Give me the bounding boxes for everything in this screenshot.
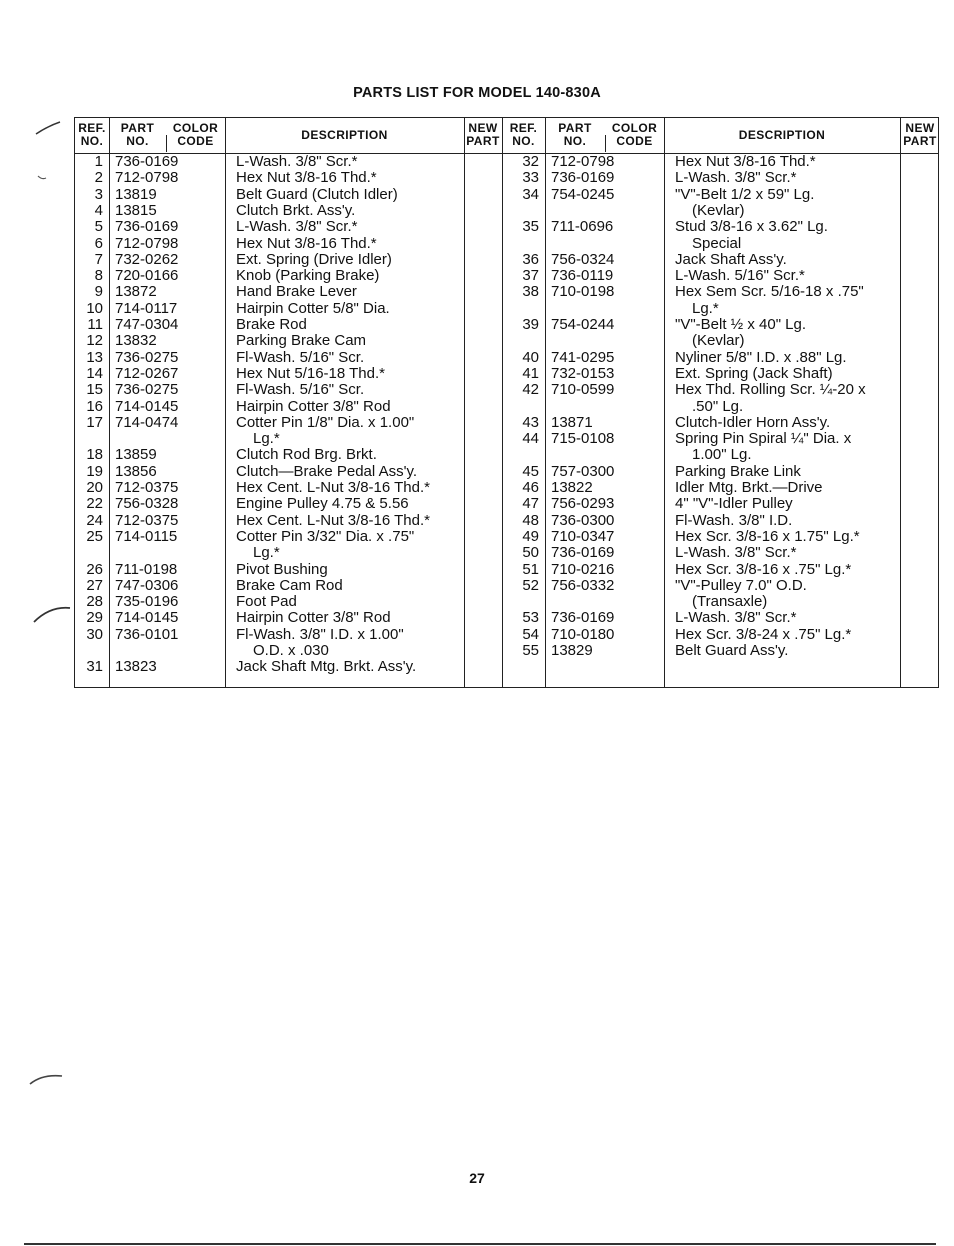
ref-number: 38 — [522, 283, 539, 301]
part-description: Hairpin Cotter 3/8" Rod — [236, 397, 391, 415]
ref-number: 9 — [94, 283, 103, 301]
ref-number: 2 — [94, 169, 103, 187]
header-label: COLOR — [611, 121, 658, 135]
ref-number: 43 — [522, 413, 539, 431]
part-number: 756-0324 — [551, 250, 615, 268]
ref-number: 17 — [86, 413, 103, 431]
ref-number: 12 — [86, 332, 103, 350]
part-description: Brake Rod — [236, 316, 307, 333]
ref-number: 30 — [86, 625, 103, 643]
header-label: NEW — [468, 121, 498, 135]
part-description: Cotter Pin 1/8" Dia. x 1.00" — [236, 413, 415, 431]
part-description: Hex Scr. 3/8-24 x .75" Lg.* — [675, 625, 852, 643]
part-number: 736-0275 — [115, 348, 179, 366]
ref-number: 15 — [86, 381, 103, 399]
ref-number: 8 — [94, 267, 103, 285]
header-label: CODE — [616, 134, 653, 148]
header-label: NO. — [80, 134, 104, 148]
ref-number: 25 — [86, 527, 103, 545]
header-label: PART — [120, 121, 155, 135]
header-label: NO. — [126, 134, 149, 148]
ref-number: 4 — [94, 201, 103, 219]
scan-mark-middle — [30, 600, 74, 630]
part-number: 741-0295 — [551, 348, 615, 366]
part-number: 756-0293 — [551, 495, 615, 513]
part-description: "V"-Belt 1/2 x 59" Lg. — [675, 185, 815, 203]
part-number: 13872 — [115, 283, 157, 301]
part-description: Hex Thd. Rolling Scr. ¼-20 x — [675, 381, 866, 399]
part-description: Clutch Brkt. Ass'y. — [236, 201, 356, 219]
ref-number: 14 — [86, 364, 103, 382]
part-description: Ext. Spring (Jack Shaft) — [675, 364, 833, 382]
header-label: REF. — [509, 121, 538, 135]
header-label: CODE — [177, 134, 214, 148]
ref-number: 41 — [522, 364, 539, 382]
page-title: PARTS LIST FOR MODEL 140-830A — [353, 85, 601, 101]
ref-number: 44 — [522, 430, 539, 448]
part-description-continued: (Kevlar) — [692, 201, 745, 219]
part-number: 735-0196 — [115, 593, 179, 611]
part-description: Nyliner 5/8" I.D. x .88" Lg. — [675, 348, 847, 366]
part-number: 710-0347 — [551, 527, 615, 545]
part-number: 710-0216 — [551, 560, 615, 578]
header-label: NO. — [512, 134, 535, 148]
part-number: 747-0304 — [115, 316, 179, 333]
ref-number: 35 — [522, 218, 539, 236]
ref-number: 18 — [86, 446, 103, 464]
part-number: 736-0169 — [551, 169, 615, 187]
part-number: 754-0245 — [551, 185, 615, 203]
part-number: 712-0798 — [115, 234, 179, 252]
part-number: 712-0375 — [115, 511, 179, 529]
header-description-left — [225, 118, 464, 152]
ref-number: 47 — [522, 495, 539, 513]
part-description: L-Wash. 3/8" Scr.* — [675, 544, 797, 562]
header-ref-no-left — [75, 118, 109, 152]
part-description: Pivot Bushing — [236, 560, 328, 578]
header-label: COLOR — [172, 121, 219, 135]
part-description: Engine Pulley 4.75 & 5.56 — [236, 495, 409, 513]
ref-number: 45 — [522, 462, 539, 480]
ref-number: 3 — [94, 185, 103, 203]
part-description: Brake Cam Rod — [236, 576, 343, 594]
part-description: Stud 3/8-16 x 3.62" Lg. — [675, 218, 828, 236]
part-description: Idler Mtg. Brkt.—Drive — [675, 479, 823, 496]
part-description: L-Wash. 3/8" Scr.* — [675, 169, 797, 187]
ref-number: 50 — [522, 544, 539, 562]
part-description: Clutch Rod Brg. Brkt. — [236, 446, 377, 464]
part-number: 756-0332 — [551, 576, 615, 594]
part-number: 754-0244 — [551, 316, 615, 333]
part-number: 13859 — [115, 446, 157, 464]
part-number: 712-0798 — [115, 169, 179, 187]
part-number: 714-0145 — [115, 609, 179, 627]
part-description: 4" "V"-Idler Pulley — [675, 495, 793, 513]
ref-number: 7 — [94, 250, 103, 268]
header-label: REF. — [78, 121, 106, 135]
header-label: DESCRIPTION — [738, 127, 826, 142]
part-description: Hex Nut 3/8-16 Thd.* — [236, 234, 377, 252]
part-description-continued: O.D. x .030 — [253, 642, 329, 659]
part-description-continued: .50" Lg. — [692, 397, 744, 415]
header-description-right — [664, 118, 900, 152]
header-label: PART — [466, 134, 500, 148]
part-number: 714-0474 — [115, 413, 179, 431]
part-number: 710-0198 — [551, 283, 615, 301]
part-number: 732-0262 — [115, 250, 179, 268]
header-part-no-left — [109, 118, 166, 152]
ref-number: 52 — [522, 576, 539, 594]
part-number: 13819 — [115, 185, 157, 203]
ref-number: 10 — [86, 299, 103, 317]
part-description: Parking Brake Link — [675, 462, 801, 480]
part-number: 720-0166 — [115, 267, 179, 285]
part-description: L-Wash. 5/16" Scr.* — [675, 267, 805, 285]
part-number: 13823 — [115, 658, 157, 676]
part-number: 13815 — [115, 201, 157, 219]
ref-number: 34 — [522, 185, 539, 203]
part-description: Hex Nut 5/16-18 Thd.* — [236, 364, 385, 382]
ref-number: 48 — [522, 511, 539, 529]
part-description: Jack Shaft Mtg. Brkt. Ass'y. — [236, 658, 417, 676]
part-number: 736-0275 — [115, 381, 179, 399]
header-new-part-right — [900, 118, 940, 152]
part-description-continued: Special — [692, 234, 742, 252]
part-number: 732-0153 — [551, 364, 615, 382]
part-number: 712-0375 — [115, 479, 179, 496]
ref-number: 11 — [87, 316, 103, 333]
scan-mark-top — [34, 118, 74, 188]
part-description: Jack Shaft Ass'y. — [675, 250, 787, 268]
part-number: 756-0328 — [115, 495, 179, 513]
part-number: 714-0117 — [115, 299, 178, 317]
part-description: L-Wash. 3/8" Scr.* — [675, 609, 797, 627]
part-description: Fl-Wash. 3/8" I.D. — [675, 511, 793, 529]
ref-number: 5 — [94, 218, 103, 236]
part-description: Ext. Spring (Drive Idler) — [236, 250, 392, 268]
ref-number: 33 — [522, 169, 539, 187]
column-rule — [109, 118, 110, 687]
ref-number: 53 — [522, 609, 539, 627]
header-label: DESCRIPTION — [301, 127, 388, 142]
part-description: Foot Pad — [236, 593, 297, 611]
ref-number: 39 — [522, 316, 539, 333]
part-number: 736-0300 — [551, 511, 615, 529]
part-number: 714-0145 — [115, 397, 179, 415]
part-number: 13822 — [551, 479, 593, 496]
ref-number: 16 — [86, 397, 103, 415]
header-ref-no-right — [502, 118, 545, 152]
part-description: Hex Nut 3/8-16 Thd.* — [236, 169, 377, 187]
part-description: Fl-Wash. 3/8" I.D. x 1.00" — [236, 625, 404, 643]
ref-number: 31 — [86, 658, 103, 676]
ref-number: 40 — [522, 348, 539, 366]
column-rule — [545, 118, 546, 687]
part-number: 736-0101 — [115, 625, 179, 643]
part-number: 757-0300 — [551, 462, 615, 480]
part-description: Hex Cent. L-Nut 3/8-16 Thd.* — [236, 479, 430, 496]
header-new-part-left — [464, 118, 502, 152]
part-description: Belt Guard (Clutch Idler) — [236, 185, 398, 203]
header-color-code-left — [166, 118, 225, 152]
part-description-continued: Lg.* — [253, 430, 280, 448]
part-number: 710-0599 — [551, 381, 615, 399]
part-description: Hand Brake Lever — [236, 283, 357, 301]
page-number: 27 — [469, 1170, 485, 1186]
part-description: Knob (Parking Brake) — [236, 267, 380, 285]
part-number: 13871 — [551, 413, 593, 431]
part-number: 736-0169 — [115, 218, 179, 236]
ref-number: 6 — [94, 234, 103, 252]
header-label: NEW — [905, 121, 935, 135]
column-rule — [225, 118, 226, 687]
part-description: Cotter Pin 3/32" Dia. x .75" — [236, 527, 415, 545]
part-description: Belt Guard Ass'y. — [675, 642, 789, 659]
header-label: NO. — [563, 134, 587, 148]
part-description: "V"-Belt ½ x 40" Lg. — [675, 316, 807, 333]
part-number: 736-0119 — [551, 267, 614, 285]
ref-number: 29 — [86, 609, 103, 627]
ref-number: 36 — [522, 250, 539, 268]
header-label: PART — [558, 121, 592, 135]
header-label: PART — [903, 134, 937, 148]
part-number: 736-0169 — [551, 544, 615, 562]
part-description-continued: Lg.* — [692, 299, 719, 317]
part-description: Hairpin Cotter 5/8" Dia. — [236, 299, 390, 317]
part-description: L-Wash. 3/8" Scr.* — [236, 153, 358, 170]
ref-number: 24 — [86, 511, 103, 529]
part-number: 13832 — [115, 332, 157, 350]
ref-number: 37 — [522, 267, 539, 285]
part-number: 715-0108 — [551, 430, 615, 448]
ref-number: 46 — [522, 479, 539, 496]
column-rule — [502, 118, 503, 687]
part-description-continued: (Kevlar) — [692, 332, 745, 350]
ref-number: 32 — [522, 153, 539, 170]
ref-number: 13 — [86, 348, 103, 366]
part-number: 712-0267 — [115, 364, 179, 382]
bottom-rule — [24, 1243, 936, 1245]
part-number: 711-0696 — [551, 218, 614, 236]
part-description-continued: 1.00" Lg. — [692, 446, 752, 464]
part-description: "V"-Pulley 7.0" O.D. — [675, 576, 807, 594]
part-description: L-Wash. 3/8" Scr.* — [236, 218, 358, 236]
header-part-no-right — [545, 118, 605, 152]
part-description: Hex Cent. L-Nut 3/8-16 Thd.* — [236, 511, 430, 529]
part-description: Parking Brake Cam — [236, 332, 367, 350]
column-rule — [664, 118, 665, 687]
part-description-continued: Lg.* — [253, 544, 280, 562]
part-description: Fl-Wash. 5/16" Scr. — [236, 381, 365, 399]
ref-number: 1 — [94, 153, 103, 170]
part-description: Clutch-Idler Horn Ass'y. — [675, 413, 831, 431]
ref-number: 27 — [86, 576, 103, 594]
ref-number: 51 — [522, 560, 539, 578]
part-description: Clutch—Brake Pedal Ass'y. — [236, 462, 417, 480]
part-number: 710-0180 — [551, 625, 615, 643]
part-number: 13829 — [551, 642, 593, 659]
ref-number: 49 — [522, 527, 539, 545]
column-rule — [900, 118, 901, 687]
ref-number: 54 — [522, 625, 539, 643]
ref-number: 22 — [86, 495, 103, 513]
part-description: Hex Scr. 3/8-16 x 1.75" Lg.* — [675, 527, 860, 545]
part-description: Spring Pin Spiral ¼" Dia. x — [675, 430, 852, 448]
column-rule — [464, 118, 465, 687]
part-description: Hex Sem Scr. 5/16-18 x .75" — [675, 283, 864, 301]
part-number: 712-0798 — [551, 153, 615, 170]
part-number: 747-0306 — [115, 576, 179, 594]
part-description: Hex Nut 3/8-16 Thd.* — [675, 153, 816, 170]
ref-number: 20 — [86, 479, 103, 496]
table-header — [75, 118, 938, 154]
part-number: 714-0115 — [115, 527, 178, 545]
part-number: 736-0169 — [115, 153, 179, 170]
header-color-code-right — [605, 118, 664, 152]
part-number: 13856 — [115, 462, 157, 480]
ref-number: 55 — [522, 642, 539, 659]
part-description: Hex Scr. 3/8-16 x .75" Lg.* — [675, 560, 852, 578]
part-description: Fl-Wash. 5/16" Scr. — [236, 348, 365, 366]
part-number: 736-0169 — [551, 609, 615, 627]
ref-number: 28 — [86, 593, 103, 611]
part-description-continued: (Transaxle) — [692, 593, 768, 611]
part-description: Hairpin Cotter 3/8" Rod — [236, 609, 391, 627]
scan-mark-bottom — [26, 1070, 70, 1090]
ref-number: 26 — [86, 560, 103, 578]
parts-table — [74, 117, 939, 688]
ref-number: 42 — [522, 381, 539, 399]
part-number: 711-0198 — [115, 560, 178, 578]
ref-number: 19 — [86, 462, 103, 480]
